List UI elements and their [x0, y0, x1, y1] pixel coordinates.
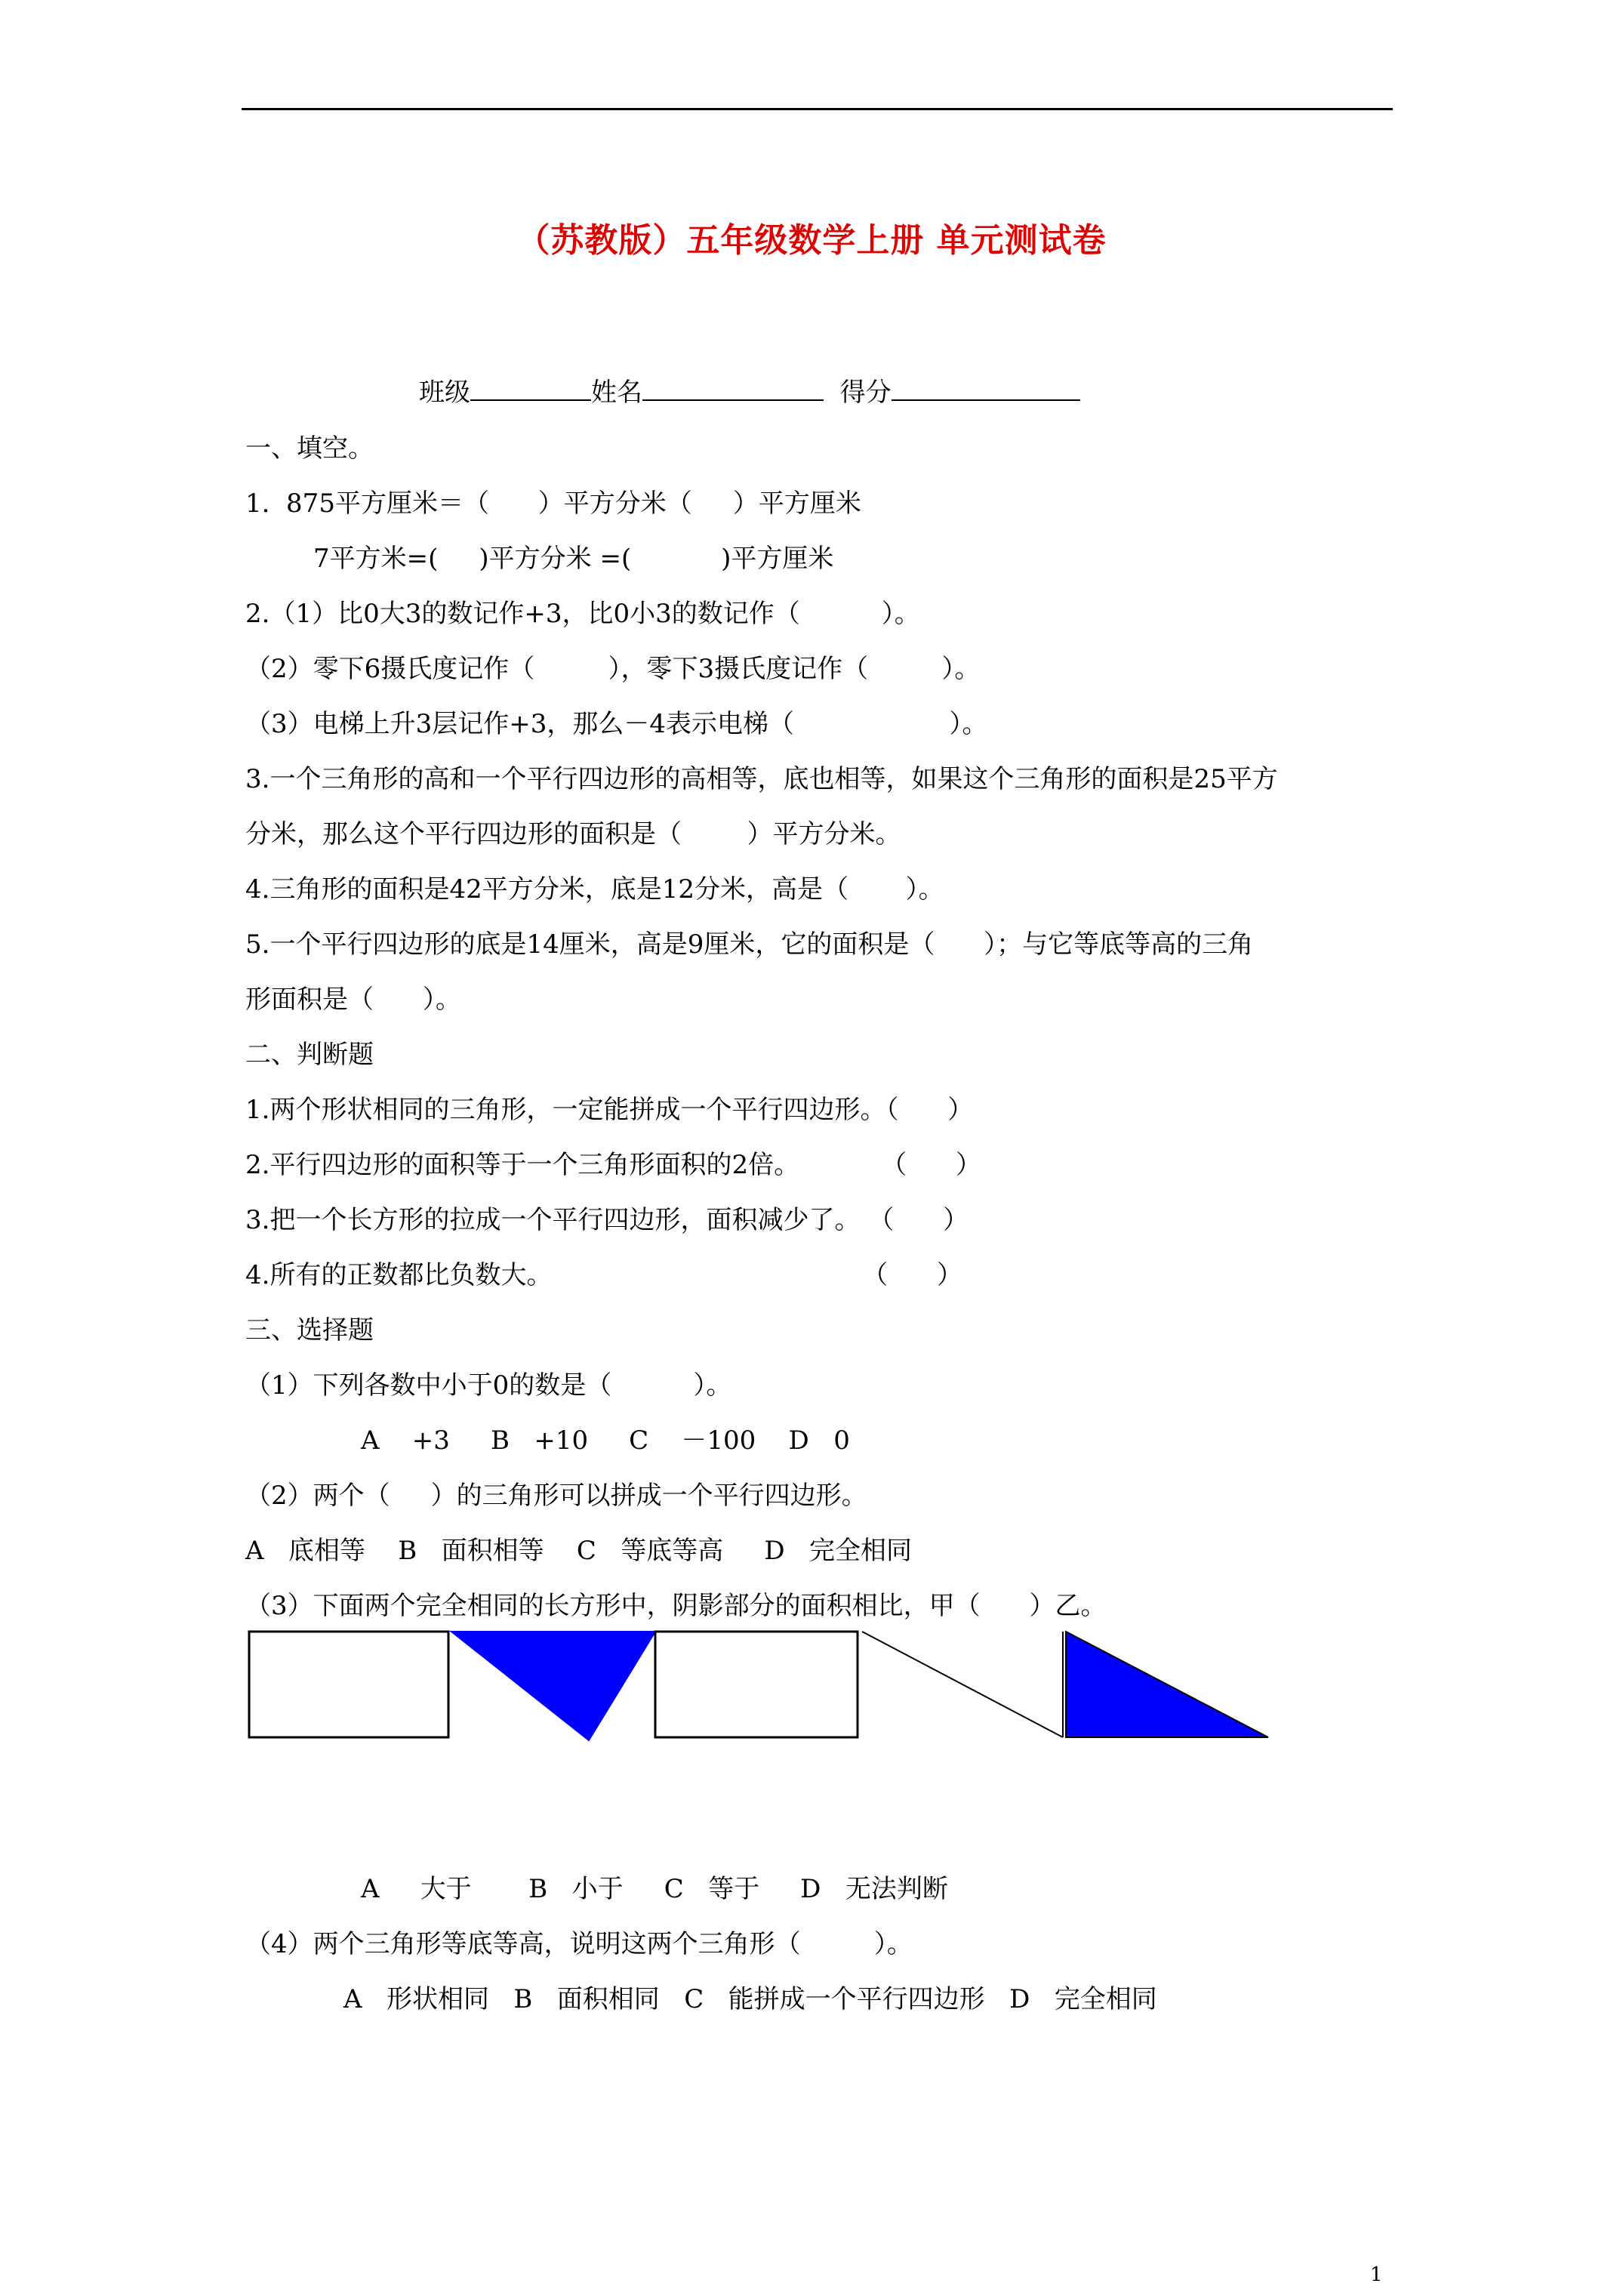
fill-question-3b: 分米，那么这个平行四边形的面积是（ ）平方分米。	[245, 819, 901, 849]
judge-question-1: 1.两个形状相同的三角形，一定能拼成一个平行四边形。（ ）	[245, 1095, 974, 1125]
fill-question-4: 4.三角形的面积是42平方分米，底是12分米，高是（ ）。	[245, 874, 944, 905]
section-fill-heading: 一、填空。	[245, 433, 374, 464]
choice-options-3: A 大于 B 小于 C 等于 D 无法判断	[361, 1874, 948, 1904]
judge-question-2: 2.平行四边形的面积等于一个三角形面积的2倍。 （ ）	[245, 1150, 981, 1180]
choice-options-1: A +3 B +10 C －100 D 0	[361, 1425, 850, 1456]
name-label: 姓名	[591, 378, 642, 408]
judge-question-4: 4.所有的正数都比负数大。 （ ）	[245, 1260, 962, 1290]
page-number: 1	[1370, 2264, 1383, 2286]
choice-question-3: （3）下面两个完全相同的长方形中，阴影部分的面积相比，甲（ ）乙。	[245, 1591, 1107, 1621]
info-line	[419, 374, 1080, 409]
section-judge-heading: 二、判断题	[245, 1040, 374, 1070]
fill-question-5b: 形面积是（ ）。	[245, 985, 461, 1015]
header-rule	[242, 108, 1393, 110]
rectangle-figures	[242, 1620, 1283, 1755]
shaded-triangle-jia	[451, 1632, 655, 1740]
fill-question-2a: 2.（1）比0大3的数记作+3，比0小3的数记作（ ）。	[245, 599, 920, 629]
choice-options-4: A 形状相同 B 面积相同 C 能拼成一个平行四边形 D 完全相同	[343, 1984, 1157, 2014]
judge-question-3: 3.把一个长方形的拉成一个平行四边形，面积减少了。 （ ）	[245, 1205, 969, 1235]
fill-question-1b: 7平方米=( )平方分米 =( )平方厘米	[313, 544, 834, 574]
name-blank	[642, 374, 824, 401]
score-blank	[892, 374, 1080, 401]
choice-options-2: A 底相等 B 面积相等 C 等底等高 D 完全相同	[245, 1536, 913, 1566]
rectangle-yi-left	[655, 1632, 858, 1737]
section-choice-heading: 三、选择题	[245, 1315, 374, 1345]
class-label: 班级	[419, 378, 470, 408]
fill-question-2c: （3）电梯上升3层记作+3，那么－4表示电梯（ ）。	[245, 709, 988, 739]
fill-question-2b: （2）零下6摄氏度记作（ ），零下3摄氏度记作（ ）。	[245, 654, 981, 684]
fill-question-3a: 3.一个三角形的高和一个平行四边形的高相等，底也相等，如果这个三角形的面积是25平方	[245, 764, 1278, 794]
choice-question-1: （1）下列各数中小于0的数是（ ）。	[245, 1370, 732, 1401]
choice-question-4: （4）两个三角形等底等高，说明这两个三角形（ ）。	[245, 1929, 913, 1959]
choice-question-2: （2）两个（ ）的三角形可以拼成一个平行四边形。	[245, 1481, 867, 1511]
fill-question-5a: 5.一个平行四边形的底是14厘米，高是9厘米，它的面积是（ ）；与它等底等高的三角	[245, 929, 1254, 960]
shaded-triangle-yi	[1066, 1632, 1268, 1737]
fill-question-1a: 1. 875平方厘米＝（ ）平方分米（ ）平方厘米	[245, 488, 861, 519]
score-label: 得分	[839, 378, 892, 408]
page-title: （苏教版）五年级数学上册 单元测试卷	[516, 221, 1107, 260]
rectangle-jia-left	[249, 1632, 448, 1737]
diagonal-line-yi	[862, 1632, 1063, 1737]
class-blank	[470, 374, 591, 401]
